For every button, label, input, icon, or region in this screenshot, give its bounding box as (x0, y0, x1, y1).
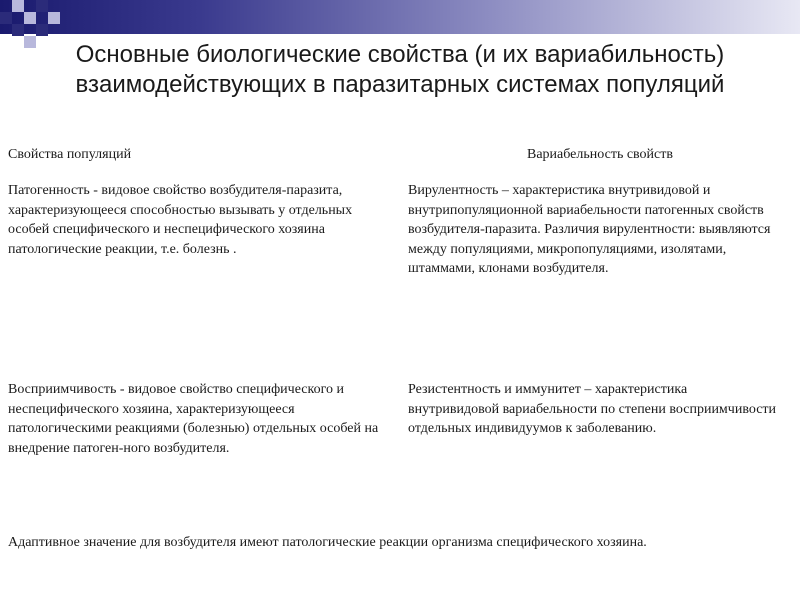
row-1-property: Патогенность - видовое свойство возбудителя-паразита, характеризующееся способностью вызывать у отдельных особей специфического и неспецифического хозяина патологические реакции, т.е. болезнь . (8, 183, 353, 257)
column-header-variability: Вариабельность свойств (526, 147, 673, 162)
row-1-variability: Вирулентность – характеристика внутривидовой и внутрипопуляционной вариабельности патогенных свойств возбудителя-паразита. Различия вирулентности: выявляются между популяциями, микропопуляциями, изолятами, штаммами, клонами возбудителя. (408, 183, 771, 276)
header-gradient-bar (0, 0, 800, 34)
row-2-variability: Резистентность и иммунитет – характеристика внутривидовой вариабельности по степени восприимчивости отдельных индивидуумов к заболеванию. (408, 382, 777, 436)
slide-title: Основные биологические свойства (и их вариабильность) взаимодействующих в паразитарных системах популяций (75, 41, 725, 98)
footer-note: Адаптивное значение для возбудителя имеют патологические реакции организма специфического хозяина. (8, 535, 647, 550)
column-header-properties: Свойства популяций (8, 147, 132, 162)
row-2-property: Восприимчивость - видовое свойство специфического и неспецифического хозяина, характеризующееся патологическими реакциями (болезнью) отдельных особей на внедрение патоген-ного возбудителя. (8, 382, 379, 456)
